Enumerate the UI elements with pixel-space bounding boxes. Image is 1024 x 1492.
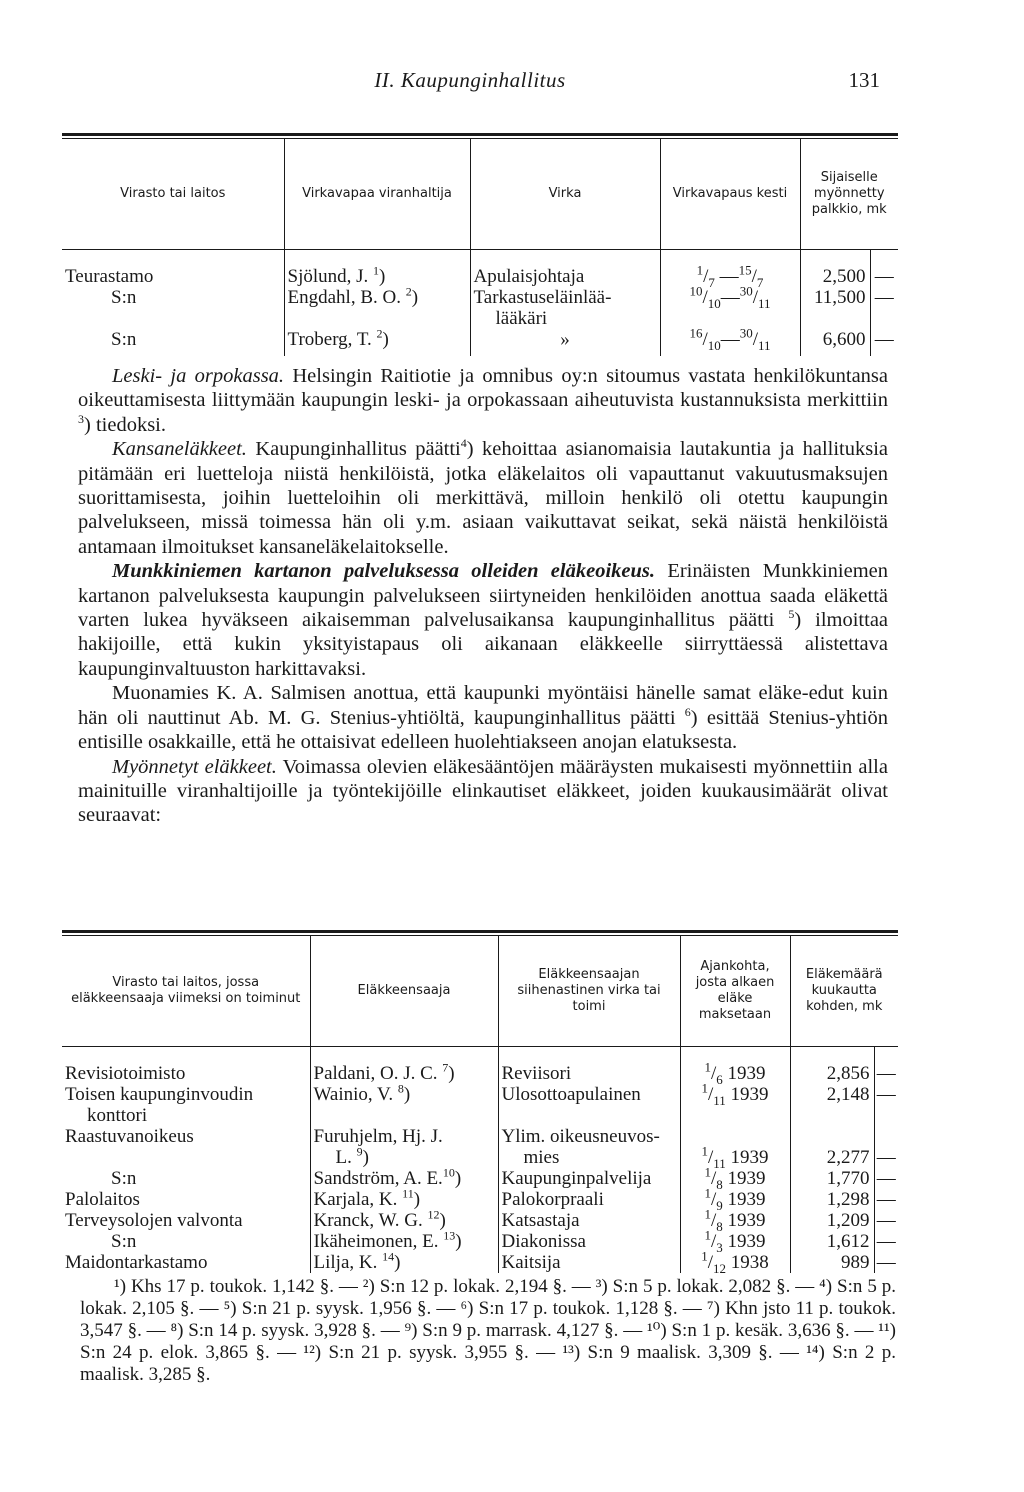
section-heading: Munkkiniemen kartanon palveluksessa olleiden eläkeoikeus. bbox=[112, 560, 655, 583]
post-cell: lääkäri bbox=[470, 308, 660, 329]
paragraph-salminen: Muonamies K. A. Salmisen anottua, että kaupunki myöntäisi hänelle samat eläke-edut kuin hän oli nauttinut Ab. M. G. Stenius-yhtiöltä, kaupunginhallitus päätti $^6$) esittää Stenius-yhtiön entisille osakkaille, että he ottaisivat edelleen huolehtiakseen anojan elatuksesta. bbox=[78, 682, 889, 754]
start-cell: $^1/_8$ 1939 bbox=[680, 1168, 790, 1189]
start-cell: $^1/_{11}$ 1939 bbox=[680, 1147, 790, 1168]
table-row bbox=[62, 1084, 898, 1105]
table-top-rule bbox=[62, 930, 898, 933]
amount-cents-cell: — bbox=[874, 1147, 898, 1168]
amount-cents-cell: — bbox=[874, 1252, 898, 1273]
recipient-cell: Karjala, K. $^{11}$) bbox=[310, 1189, 498, 1210]
office-cell: Revisiotoimisto bbox=[65, 1062, 186, 1084]
column-header-post: Eläkkeensaajan siihenastinen virka tai toimi bbox=[498, 936, 680, 1046]
table-row bbox=[62, 1210, 898, 1231]
fee-cents-cell: — bbox=[870, 329, 898, 356]
amount-cell: 1,612 bbox=[790, 1231, 874, 1252]
recipient-cell: L. $^9$) bbox=[310, 1147, 498, 1168]
fee-cell: 6,600 bbox=[800, 329, 870, 356]
table-top-rule bbox=[62, 133, 898, 136]
post-cell: Diakonissa bbox=[498, 1231, 680, 1252]
period-cell: $^1/_7$ $—^{15}/_7$ bbox=[660, 266, 800, 287]
office-cell: Maidontarkastamo bbox=[65, 1251, 208, 1273]
recipient-cell: Paldani, O. J. C. $^7$) bbox=[310, 1063, 498, 1084]
chapter-title: II. Kaupunginhallitus bbox=[374, 68, 566, 92]
post-cell: Reviisori bbox=[498, 1063, 680, 1084]
body-text bbox=[78, 364, 888, 828]
amount-cents-cell: — bbox=[874, 1084, 898, 1105]
amount-cell: 2,277 bbox=[790, 1147, 874, 1168]
page-number: 131 bbox=[848, 68, 880, 92]
amount-cell: 2,148 bbox=[790, 1084, 874, 1105]
paragraph-granted-pensions: Myönnetyt eläkkeet. Voimassa olevien eläkesääntöjen määräysten mukaisesti myönnettiin alla mainituille viranhaltijoille ja työntekijöille elinkautiset eläkkeet, joiden kuukausimäärät olivat seuraavat: bbox=[78, 755, 888, 827]
pension-table bbox=[62, 930, 898, 1276]
recipient-cell: Wainio, V. $^8$) bbox=[310, 1084, 498, 1105]
column-header-recipient: Eläkkeensaaja bbox=[310, 936, 498, 1046]
table-row bbox=[62, 266, 898, 287]
amount-cents-cell: — bbox=[874, 1210, 898, 1231]
office-cell: Raastuvanoikeus bbox=[65, 1125, 194, 1147]
start-cell: $^1/_9$ 1939 bbox=[680, 1189, 790, 1210]
office-cell: konttori bbox=[87, 1104, 148, 1126]
column-header-office: Virasto tai laitos bbox=[62, 139, 284, 249]
office-cell: Toisen kaupunginvoudin bbox=[65, 1083, 254, 1105]
table-row bbox=[62, 287, 898, 308]
section-heading: Kansaneläkkeet. bbox=[112, 438, 247, 461]
amount-cents-cell: — bbox=[874, 1063, 898, 1084]
table-header-row bbox=[62, 139, 898, 249]
post-cell: » bbox=[470, 329, 660, 356]
post-cell: Palokorpraali bbox=[498, 1189, 680, 1210]
post-cell: Apulaisjohtaja bbox=[470, 266, 660, 287]
footnote-text: ¹) Khs 17 p. toukok. 1,142 §. — ²) S:n 12 p. lokak. 2,194 §. — ³) S:n 5 p. lokak. 2,082 §. — ⁴) S:n 5 p. lokak. 2,105 §. — ⁵) S:n 21 p. syysk. 1,956 §. — ⁶) S:n 17 p. toukok. 1,128 §. — ⁷) Khn jsto 11 p. toukok. 3,547 §. — ⁸) S:n 14 p. syysk. 3,928 §. — ⁹) S:n 9 p. marrask. 4,127 §. — ¹⁰) S:n 1 p. kesäk. 3,636 §. — ¹¹) S:n 24 p. elok. 3,865 §. — ¹²) S:n 21 p. syysk. 3,955 §. — ¹³) S:n 9 maalisk. 3,309 §. — ¹⁴) S:n 2 p. maalisk. 3,285 §. bbox=[80, 1276, 896, 1385]
running-head bbox=[60, 68, 880, 102]
fee-cell: 2,500 bbox=[800, 266, 870, 287]
start-cell: $^1/_8$ 1939 bbox=[680, 1210, 790, 1231]
table-row bbox=[62, 1252, 898, 1273]
amount-cell: 1,209 bbox=[790, 1210, 874, 1231]
paragraph-munkkiniemi: Munkkiniemen kartanon palveluksessa olleiden eläkeoikeus. Erinäisten Munkkiniemen kartanon palveluksesta kaupungin palvelukseen siirtyneiden henkilöiden anottua saada eläkettä varten lukea hyväkseen aikaisemman palvelusaikansa kaupunginhallitus päätti $^5$) ilmoittaa hakijoille, että kukin yksityistapaus oli aikanaan eläkkeelle siirryttäessä alistettava kaupunginvaltuuston harkittavaksi. bbox=[78, 560, 889, 680]
post-cell: Tarkastuseläinlää- bbox=[470, 287, 660, 308]
recipient-cell: Lilja, K. $^{14}$) bbox=[310, 1252, 498, 1273]
column-header-office: Virasto tai laitos, jossa eläkkeensaaja viimeksi on toiminut bbox=[62, 936, 310, 1046]
table-row bbox=[62, 1168, 898, 1189]
post-cell: Ylim. oikeusneuvos- bbox=[498, 1126, 680, 1147]
section-heading: Myönnetyt eläkkeet. bbox=[112, 755, 277, 778]
office-cell: Teurastamo bbox=[65, 265, 154, 287]
holder-cell: Sjölund, J. $^1$) bbox=[284, 266, 470, 287]
column-header-post: Virka bbox=[470, 139, 660, 249]
table-row bbox=[62, 1189, 898, 1210]
amount-cell: 989 bbox=[790, 1252, 874, 1273]
office-cell: Terveysolojen valvonta bbox=[65, 1209, 243, 1231]
table-header-row bbox=[62, 936, 898, 1046]
office-cell: Palolaitos bbox=[65, 1188, 140, 1210]
post-cell: Kaupunginpalvelija bbox=[498, 1168, 680, 1189]
table-row bbox=[62, 1063, 898, 1084]
office-cell: S:n bbox=[111, 1230, 137, 1252]
amount-cents-cell: — bbox=[874, 1189, 898, 1210]
office-cell: S:n bbox=[111, 328, 137, 350]
start-cell: $^1/_{11}$ 1939 bbox=[680, 1084, 790, 1105]
post-cell: mies bbox=[498, 1147, 680, 1168]
start-cell: $^1/_6$ 1939 bbox=[680, 1063, 790, 1084]
recipient-cell: Sandström, A. E.$^{10}$) bbox=[310, 1168, 498, 1189]
post-cell: Katsastaja bbox=[498, 1210, 680, 1231]
footnotes bbox=[80, 1276, 896, 1386]
leave-table bbox=[62, 133, 898, 356]
fee-cents-cell: — bbox=[870, 287, 898, 308]
amount-cell: 1,770 bbox=[790, 1168, 874, 1189]
holder-cell: Engdahl, B. O. $^2$) bbox=[284, 287, 470, 308]
post-cell: Ulosottoapulainen bbox=[498, 1084, 680, 1105]
section-heading: Leski- ja orpokassa. bbox=[112, 365, 285, 387]
column-header-period: Virkavapaus kesti bbox=[660, 139, 800, 249]
office-cell: S:n bbox=[111, 286, 137, 308]
office-cell: S:n bbox=[111, 1167, 137, 1189]
table-row-continuation bbox=[62, 1147, 898, 1168]
table-row bbox=[62, 329, 898, 356]
holder-cell: Troberg, T. $^2$) bbox=[284, 329, 470, 356]
footnote-ref: 1 bbox=[373, 263, 380, 278]
period-cell: $^{16}/_{10}—^{30}/_{11}$ bbox=[660, 329, 800, 356]
paragraph-national-pensions: Kansaneläkkeet. Kaupunginhallitus päätti$^4$) kehoittaa asianomaisia lautakuntia ja hallituksia pitämään eri luetteloja niistä henkilöistä, jotka eläkelaitos oli vapauttanut vakuutusmaksujen suorittamisesta, joihin luetteloihin oli merkittävä, milloin henkilö oli otettu kaupungin palvelukseen, missä toimessa hän oli y.m. asiaan vaikuttavat seikat, sekä näistä henkilöistä antamaan ilmoitukset kansaneläkelaitokselle. bbox=[78, 436, 888, 558]
fee-cell: 11,500 bbox=[800, 287, 870, 308]
period-cell: $^{10}/_{10}—^{30}/_{11}$ bbox=[660, 287, 800, 308]
amount-cell: 2,856 bbox=[790, 1063, 874, 1084]
table-row bbox=[62, 1126, 898, 1147]
post-cell: Kaitsija bbox=[498, 1252, 680, 1273]
column-header-start: Ajankohta, josta alkaen eläke maksetaan bbox=[680, 936, 790, 1046]
column-header-holder: Virkavapaa viranhaltija bbox=[284, 139, 470, 249]
fee-cents-cell: — bbox=[870, 266, 898, 287]
table-row-continuation bbox=[62, 1105, 898, 1126]
recipient-cell: Furuhjelm, Hj. J. bbox=[310, 1126, 498, 1147]
recipient-cell: Kranck, W. G. $^{12}$) bbox=[310, 1210, 498, 1231]
amount-cell: 1,298 bbox=[790, 1189, 874, 1210]
footnote-ref: 2 bbox=[376, 326, 383, 341]
footnote-ref: 2 bbox=[405, 284, 412, 299]
column-header-fee: Sijaiselle myönnetty palkkio, mk bbox=[800, 139, 898, 249]
table-row-continuation bbox=[62, 308, 898, 329]
table-row bbox=[62, 1231, 898, 1252]
start-cell: $^1/_{12}$ 1938 bbox=[680, 1252, 790, 1273]
column-header-amount: Eläkemäärä kuukautta kohden, mk bbox=[790, 936, 898, 1046]
amount-cents-cell: — bbox=[874, 1168, 898, 1189]
recipient-cell: Ikäheimonen, E. $^{13}$) bbox=[310, 1231, 498, 1252]
start-cell: $^1/_3$ 1939 bbox=[680, 1231, 790, 1252]
paragraph-widow-orphan-fund: Leski- ja orpokassa. Helsingin Raitiotie ja omnibus oy:n sitoumus vastata henkilökuntansa oikeuttamisesta liittymään kaupungin leski- ja orpokassaan aiheutuvista kustannuksista merkittiin $^3$) tiedoksi. bbox=[78, 365, 889, 436]
amount-cents-cell: — bbox=[874, 1231, 898, 1252]
